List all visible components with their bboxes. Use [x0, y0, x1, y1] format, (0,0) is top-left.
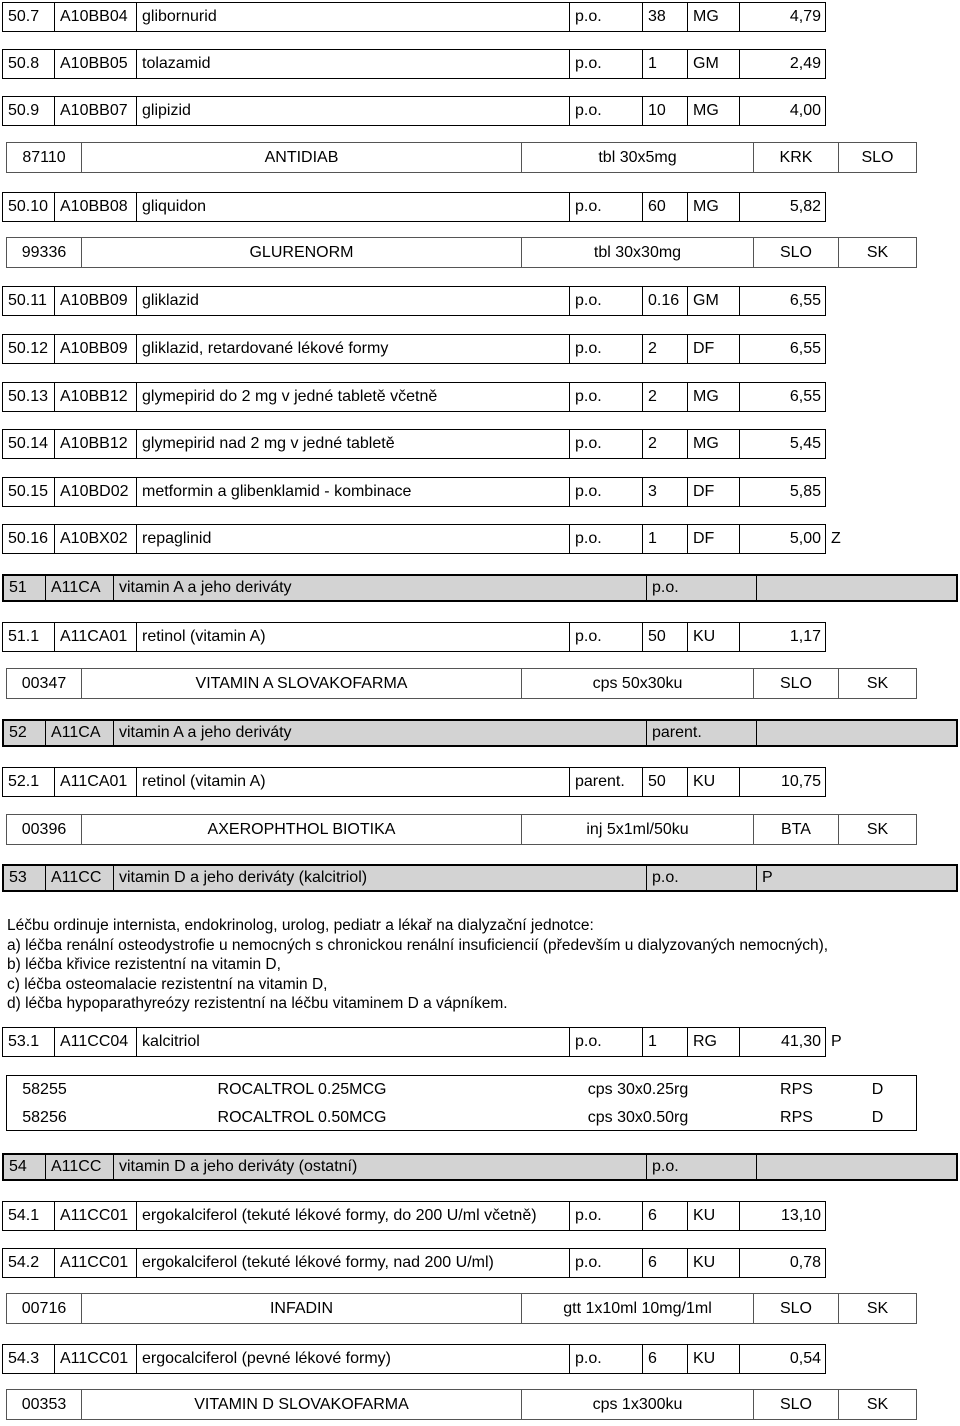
- product-row: [6, 668, 917, 699]
- item-number: 50.14: [2, 429, 54, 459]
- substance-name: glymepirid do 2 mg v jedné tabletě včetně: [136, 382, 569, 412]
- atc-code: A11CA01: [54, 622, 136, 652]
- substance-row: [0, 1201, 960, 1231]
- atc-code: A10BB04: [54, 2, 136, 32]
- substance-name: glibornurid: [136, 2, 569, 32]
- product-country: D: [871, 1109, 884, 1126]
- product-name: VITAMIN D SLOVAKOFARMA: [81, 1389, 521, 1420]
- flag: [826, 286, 956, 316]
- product-country: SK: [838, 237, 917, 268]
- flag: [826, 1344, 956, 1374]
- substance-name: ergokalciferol (tekuté lékové formy, do 200 U/ml včetně): [136, 1201, 569, 1231]
- route: p.o.: [569, 2, 642, 32]
- item-number: 50.15: [2, 477, 54, 507]
- substance-name: tolazamid: [136, 49, 569, 79]
- route: p.o.: [569, 477, 642, 507]
- atc-code: A11CC04: [54, 1027, 136, 1057]
- product-country: SLO: [838, 142, 917, 173]
- substance-name: gliquidon: [136, 192, 569, 222]
- item-number: 50.7: [2, 2, 54, 32]
- price: 10,75: [739, 767, 826, 797]
- substance-row: [0, 1248, 960, 1278]
- substance-row: [0, 286, 960, 316]
- atc-code: A10BB08: [54, 192, 136, 222]
- atc-code: A10BD02: [54, 477, 136, 507]
- atc-code: A10BB07: [54, 96, 136, 126]
- price: 6,55: [739, 334, 826, 364]
- flag: [826, 429, 956, 459]
- product-name: INFADIN: [81, 1293, 521, 1324]
- atc-code: A11CC01: [54, 1201, 136, 1231]
- unit: MG: [687, 192, 739, 222]
- product-name: GLURENORM: [81, 237, 521, 268]
- unit: GM: [687, 286, 739, 316]
- dose: 1: [642, 524, 687, 554]
- flag: [826, 49, 956, 79]
- product-code: 58256: [22, 1109, 67, 1126]
- item-number: 53.1: [2, 1027, 54, 1057]
- unit: KU: [687, 1201, 739, 1231]
- group-number: 51: [4, 576, 46, 600]
- route: p.o.: [569, 1201, 642, 1231]
- product-pack: gtt 1x10ml 10mg/1ml: [521, 1293, 753, 1324]
- product-row: [6, 814, 917, 845]
- route: p.o.: [569, 524, 642, 554]
- group-route: p.o.: [647, 866, 757, 890]
- unit: RG: [687, 1027, 739, 1057]
- unit: KU: [687, 1344, 739, 1374]
- item-number: 50.12: [2, 334, 54, 364]
- flag: [826, 382, 956, 412]
- dose: 2: [642, 334, 687, 364]
- product-country: SK: [838, 1389, 917, 1420]
- route: p.o.: [569, 286, 642, 316]
- price: 2,49: [739, 49, 826, 79]
- item-number: 50.9: [2, 96, 54, 126]
- route: p.o.: [569, 429, 642, 459]
- unit: DF: [687, 334, 739, 364]
- price: 13,10: [739, 1201, 826, 1231]
- dose: 6: [642, 1201, 687, 1231]
- note-line: a) léčba renální osteodystrofie u nemocných s chronickou renální insuficiencií (především u dialyzovaných nemocných),: [7, 936, 829, 954]
- substance-row: [0, 622, 960, 652]
- product-holder: RPS: [780, 1109, 813, 1126]
- route: p.o.: [569, 96, 642, 126]
- unit: MG: [687, 96, 739, 126]
- substance-row: [0, 334, 960, 364]
- unit: MG: [687, 429, 739, 459]
- price: 5,00: [739, 524, 826, 554]
- substance-row: [0, 767, 960, 797]
- unit: KU: [687, 622, 739, 652]
- product-line: [7, 1076, 916, 1104]
- item-number: 54.3: [2, 1344, 54, 1374]
- price: 5,45: [739, 429, 826, 459]
- group-atc: A11CC: [46, 866, 114, 890]
- product-pack: cps 50x30ku: [521, 668, 753, 699]
- item-number: 50.10: [2, 192, 54, 222]
- unit: GM: [687, 49, 739, 79]
- group-number: 52: [4, 721, 46, 745]
- dose: 1: [642, 1027, 687, 1057]
- route: p.o.: [569, 334, 642, 364]
- product-name: ROCALTROL 0.50MCG: [217, 1109, 387, 1126]
- atc-code: A10BB12: [54, 429, 136, 459]
- substance-row: [0, 49, 960, 79]
- group-flag: [757, 721, 958, 745]
- substance-name: glymepirid nad 2 mg v jedné tabletě: [136, 429, 569, 459]
- group-number: 54: [4, 1155, 46, 1179]
- atc-code: A10BB09: [54, 334, 136, 364]
- note-line: d) léčba hypoparathyreózy rezistentní na léčbu vitaminem D a vápníkem.: [7, 995, 508, 1012]
- flag: [826, 477, 956, 507]
- substance-name: gliklazid, retardované lékové formy: [136, 334, 569, 364]
- substance-name: metformin a glibenklamid - kombinace: [136, 477, 569, 507]
- group-header-row: [2, 1153, 958, 1181]
- item-number: 50.13: [2, 382, 54, 412]
- product-code: 87110: [6, 142, 81, 173]
- product-row: [6, 237, 917, 268]
- group-header-row: [2, 719, 958, 747]
- product-code: 00396: [6, 814, 81, 845]
- group-flag: [757, 576, 958, 600]
- product-name: VITAMIN A SLOVAKOFARMA: [81, 668, 521, 699]
- group-route: p.o.: [647, 1155, 757, 1179]
- item-number: 54.2: [2, 1248, 54, 1278]
- item-number: 54.1: [2, 1201, 54, 1231]
- substance-row: [0, 96, 960, 126]
- note-line: Léčbu ordinuje internista, endokrinolog, urolog, pediatr a lékař na dialyzační jednotce:: [7, 917, 594, 934]
- product-code: 00353: [6, 1389, 81, 1420]
- item-number: 50.16: [2, 524, 54, 554]
- product-country: SK: [838, 668, 917, 699]
- price: 0,54: [739, 1344, 826, 1374]
- flag: [826, 767, 956, 797]
- product-code: 58255: [22, 1081, 67, 1098]
- dose: 2: [642, 382, 687, 412]
- flag: [826, 334, 956, 364]
- substance-name: ergokalciferol (tekuté lékové formy, nad 200 U/ml): [136, 1248, 569, 1278]
- dose: 0.16: [642, 286, 687, 316]
- group-flag: P: [762, 869, 773, 886]
- flag: P: [831, 1033, 842, 1050]
- item-number: 50.8: [2, 49, 54, 79]
- substance-row: [0, 1344, 960, 1374]
- product-row-double: [6, 1075, 917, 1131]
- unit: DF: [687, 477, 739, 507]
- atc-code: A10BB12: [54, 382, 136, 412]
- product-code: 00347: [6, 668, 81, 699]
- flag: [826, 622, 956, 652]
- price: 5,82: [739, 192, 826, 222]
- substance-name: retinol (vitamin A): [136, 767, 569, 797]
- substance-row: [0, 192, 960, 222]
- item-number: 51.1: [2, 622, 54, 652]
- group-atc: A11CA: [46, 721, 114, 745]
- route: p.o.: [569, 192, 642, 222]
- substance-name: gliklazid: [136, 286, 569, 316]
- product-pack: cps 30x0.25rg: [587, 1081, 689, 1098]
- price: 1,17: [739, 622, 826, 652]
- product-code: 00716: [6, 1293, 81, 1324]
- substance-name: kalcitriol: [136, 1027, 569, 1057]
- group-atc: A11CC: [46, 1155, 114, 1179]
- product-holder: SLO: [753, 1389, 838, 1420]
- substance-name: retinol (vitamin A): [136, 622, 569, 652]
- product-name: ANTIDIAB: [81, 142, 521, 173]
- dose: 2: [642, 429, 687, 459]
- dose: 50: [642, 767, 687, 797]
- group-name: vitamin D a jeho deriváty (kalcitriol): [114, 866, 647, 890]
- route: parent.: [569, 767, 642, 797]
- price: 4,00: [739, 96, 826, 126]
- price: 0,78: [739, 1248, 826, 1278]
- group-header-row: [2, 574, 958, 602]
- product-pack: inj 5x1ml/50ku: [521, 814, 753, 845]
- product-holder: KRK: [753, 142, 838, 173]
- item-number: 52.1: [2, 767, 54, 797]
- product-holder: SLO: [753, 1293, 838, 1324]
- atc-code: A11CC01: [54, 1344, 136, 1374]
- dose: 6: [642, 1344, 687, 1374]
- product-pack: cps 1x300ku: [521, 1389, 753, 1420]
- product-code: 99336: [6, 237, 81, 268]
- group-route: parent.: [647, 721, 757, 745]
- route: p.o.: [569, 622, 642, 652]
- route: p.o.: [569, 1027, 642, 1057]
- route: p.o.: [569, 49, 642, 79]
- product-row: [6, 142, 917, 173]
- dose: 38: [642, 2, 687, 32]
- unit: DF: [687, 524, 739, 554]
- product-country: SK: [838, 1293, 917, 1324]
- product-holder: SLO: [753, 237, 838, 268]
- substance-name: glipizid: [136, 96, 569, 126]
- substance-row: [0, 2, 960, 32]
- atc-code: A10BB05: [54, 49, 136, 79]
- product-holder: SLO: [753, 668, 838, 699]
- product-pack: tbl 30x5mg: [521, 142, 753, 173]
- group-header-row: [2, 864, 958, 892]
- group-number: 53: [4, 866, 46, 890]
- product-pack: tbl 30x30mg: [521, 237, 753, 268]
- substance-row: [0, 477, 960, 507]
- flag: [826, 1201, 956, 1231]
- treatment-note: [7, 916, 828, 1014]
- price: 6,55: [739, 382, 826, 412]
- product-name: AXEROPHTHOL BIOTIKA: [81, 814, 521, 845]
- note-line: c) léčba osteomalacie rezistentní na vitamin D,: [7, 975, 328, 993]
- unit: MG: [687, 2, 739, 32]
- substance-row: [0, 382, 960, 412]
- group-route: p.o.: [647, 576, 757, 600]
- product-holder: RPS: [780, 1081, 813, 1098]
- product-country: D: [871, 1081, 884, 1098]
- substance-row: [0, 429, 960, 459]
- unit: MG: [687, 382, 739, 412]
- substance-name: ergocalciferol (pevné lékové formy): [136, 1344, 569, 1374]
- product-name: ROCALTROL 0.25MCG: [217, 1081, 387, 1098]
- route: p.o.: [569, 1344, 642, 1374]
- atc-code: A10BB09: [54, 286, 136, 316]
- route: p.o.: [569, 1248, 642, 1278]
- product-row: [6, 1293, 917, 1324]
- price: 5,85: [739, 477, 826, 507]
- unit: KU: [687, 1248, 739, 1278]
- unit: KU: [687, 767, 739, 797]
- substance-row: [0, 524, 960, 554]
- group-atc: A11CA: [46, 576, 114, 600]
- flag: [826, 2, 956, 32]
- item-number: 50.11: [2, 286, 54, 316]
- group-flag: [757, 1155, 958, 1179]
- dose: 3: [642, 477, 687, 507]
- dose: 1: [642, 49, 687, 79]
- product-pack: cps 30x0.50rg: [587, 1109, 689, 1126]
- product-holder: BTA: [753, 814, 838, 845]
- product-row: [6, 1389, 917, 1420]
- dose: 6: [642, 1248, 687, 1278]
- flag: [826, 96, 956, 126]
- flag: Z: [831, 530, 841, 547]
- substance-row: [0, 1027, 960, 1057]
- note-line: b) léčba křivice rezistentní na vitamin D,: [7, 956, 281, 973]
- flag: [826, 1248, 956, 1278]
- group-name: vitamin A a jeho deriváty: [114, 576, 647, 600]
- price: 6,55: [739, 286, 826, 316]
- price: 41,30: [739, 1027, 826, 1057]
- substance-name: repaglinid: [136, 524, 569, 554]
- dose: 10: [642, 96, 687, 126]
- dose: 50: [642, 622, 687, 652]
- flag: [826, 192, 956, 222]
- product-line: [7, 1104, 916, 1132]
- price: 4,79: [739, 2, 826, 32]
- product-country: SK: [838, 814, 917, 845]
- atc-code: A10BX02: [54, 524, 136, 554]
- group-name: vitamin A a jeho deriváty: [114, 721, 647, 745]
- group-name: vitamin D a jeho deriváty (ostatní): [114, 1155, 647, 1179]
- atc-code: A11CA01: [54, 767, 136, 797]
- route: p.o.: [569, 382, 642, 412]
- atc-code: A11CC01: [54, 1248, 136, 1278]
- dose: 60: [642, 192, 687, 222]
